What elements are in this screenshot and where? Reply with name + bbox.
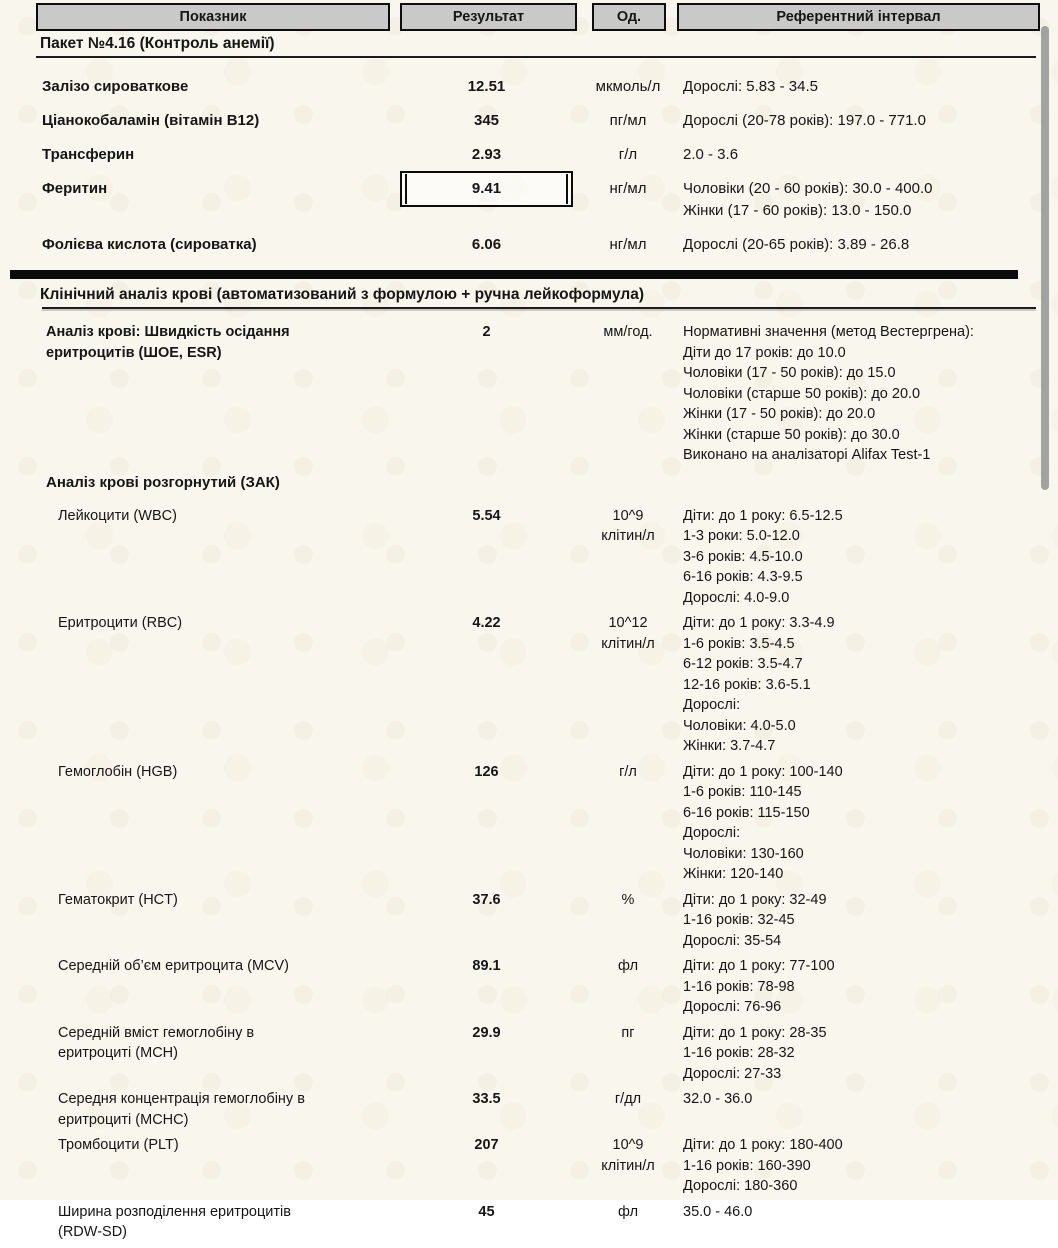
test-reference-line: 35.0 - 46.0 — [683, 1203, 753, 1220]
test-result-value: 12.51 — [467, 78, 506, 95]
test-name-line: Аналіз крові: Швидкість осідання — [46, 324, 290, 340]
test-reference-line: 3-6 років: 4.5-10.0 — [683, 548, 803, 565]
test-unit-line: г/л — [619, 763, 637, 780]
test-result-value: 207 — [474, 1137, 499, 1153]
test-name — [0, 234, 400, 256]
test-unit-line: пг/мл — [609, 112, 647, 129]
test-reference — [683, 890, 1058, 952]
test-result — [400, 762, 573, 783]
test-reference — [683, 234, 1058, 256]
test-name-line: Середній об’єм еритроцита (MCV) — [58, 958, 290, 974]
test-unit — [573, 234, 683, 256]
test-unit-line: % — [621, 891, 635, 908]
test-reference-line: Діти: до 1 року: 32-49 — [683, 891, 827, 908]
test-reference-line: 1-16 років: 32-45 — [683, 912, 795, 928]
test-reference-line: Чоловіки (20 - 60 років): 30.0 - 400.0 — [683, 180, 933, 197]
test-result — [400, 110, 573, 132]
column-header-reference: Референтний інтервал — [677, 3, 1040, 31]
test-name — [0, 322, 400, 363]
test-name — [0, 762, 400, 783]
test-unit-line: г/л — [618, 146, 638, 163]
test-result — [400, 234, 573, 256]
test-reference-line: 6-16 років: 4.3-9.5 — [683, 569, 803, 585]
test-reference — [683, 506, 1058, 609]
lab-row — [0, 76, 1058, 98]
test-reference-line: Дорослі: 180-360 — [683, 1178, 798, 1194]
test-reference-line: Чоловіки (17 - 50 років): до 15.0 — [683, 365, 896, 381]
section-title-cbc: Клінічний аналіз крові (автоматизований з формулою + ручна лейкоформула) — [40, 286, 644, 303]
test-reference-line: Дорослі (20-78 років): 197.0 - 771.0 — [683, 112, 926, 129]
test-reference-line: Чоловіки: 4.0-5.0 — [683, 717, 796, 734]
cbc-detail-rows — [0, 506, 1058, 1243]
test-unit — [573, 506, 683, 547]
test-result-value: 37.6 — [472, 891, 501, 908]
test-unit — [573, 1023, 683, 1044]
test-unit-line: нг/мл — [609, 180, 647, 197]
test-reference-line: Діти: до 1 року: 6.5-12.5 — [683, 507, 843, 524]
test-result — [400, 178, 573, 207]
test-name-line: Ціанокобаламін (вітамін B12) — [42, 112, 260, 129]
test-reference-line: Чоловіки (старше 50 років): до 20.0 — [683, 385, 921, 402]
test-reference-line: Дорослі: 27-33 — [683, 1065, 782, 1082]
test-unit-line: пг — [621, 1024, 635, 1041]
test-name-line: Еритроцити (RBC) — [58, 615, 183, 631]
test-unit-line: г/дл — [614, 1091, 642, 1107]
test-reference-line: Жінки (17 - 50 років): до 20.0 — [683, 406, 876, 422]
test-name-line: Феритин — [42, 180, 108, 197]
test-result-value: 4.22 — [472, 615, 501, 631]
test-unit — [573, 890, 683, 911]
lab-row — [0, 144, 1058, 166]
test-reference-line: Діти: до 1 року: 100-140 — [683, 763, 843, 780]
test-reference-line: Дорослі: 76-96 — [683, 999, 782, 1015]
lab-row — [0, 613, 1058, 757]
lab-row — [0, 956, 1058, 1018]
test-reference-line: Дорослі: 35-54 — [683, 932, 782, 949]
test-name — [0, 144, 400, 166]
test-reference-line: 1-6 років: 110-145 — [683, 784, 802, 800]
scrollbar-thumb[interactable] — [1041, 26, 1049, 490]
test-reference-line: Жінки: 120-140 — [683, 866, 784, 882]
test-result — [400, 1023, 573, 1044]
test-unit — [573, 1089, 683, 1110]
test-name — [0, 1135, 400, 1156]
section-divider-bar — [10, 270, 1018, 279]
test-reference — [683, 76, 1058, 98]
section-rule-cbc — [42, 307, 1036, 309]
test-reference-line: Діти до 17 років: до 10.0 — [683, 344, 846, 361]
lab-row — [0, 1135, 1058, 1197]
test-result — [400, 890, 573, 911]
test-reference — [683, 1089, 1058, 1110]
test-name-line: Трансферин — [42, 146, 135, 163]
test-reference-line: Дорослі: — [683, 825, 741, 841]
flagged-result-box: 9.41 — [400, 171, 573, 207]
test-result-value: 5.54 — [472, 507, 501, 524]
test-unit — [573, 613, 683, 654]
test-unit-line: нг/мл — [609, 236, 647, 253]
test-name-line: Залізо сироваткове — [42, 78, 189, 95]
test-reference-line: 1-3 роки: 5.0-12.0 — [683, 528, 800, 544]
test-reference — [683, 613, 1058, 757]
test-name-line: Лейкоцити (WBC) — [58, 507, 177, 524]
test-name — [0, 178, 400, 200]
test-result-value: 345 — [473, 112, 500, 129]
test-reference-line: 6-16 років: 115-150 — [683, 804, 810, 821]
table-header — [0, 3, 1058, 31]
test-name-line: Середня концентрація гемоглобіну в — [58, 1091, 305, 1107]
test-unit — [573, 1202, 683, 1223]
test-reference-line: 1-16 років: 78-98 — [683, 978, 795, 995]
test-reference — [683, 1202, 1058, 1223]
test-unit — [573, 76, 683, 98]
test-result — [400, 144, 573, 166]
lab-row — [0, 506, 1058, 609]
test-name — [0, 1202, 400, 1243]
test-reference-line: 6-12 років: 3.5-4.7 — [683, 656, 803, 672]
test-unit-line: 10^12 — [608, 615, 648, 631]
test-unit-line: клітин/л — [601, 528, 655, 544]
test-name — [0, 76, 400, 98]
test-reference-line: Діти: до 1 року: 28-35 — [683, 1024, 827, 1041]
test-reference — [683, 1135, 1058, 1197]
test-reference-line: Дорослі: — [683, 697, 741, 713]
test-name — [0, 956, 400, 977]
report-body — [0, 31, 1058, 1248]
test-reference — [683, 110, 1058, 132]
test-reference-line: Жінки (старше 50 років): до 30.0 — [683, 426, 900, 443]
test-result — [400, 1089, 573, 1110]
test-result — [400, 613, 573, 634]
test-name-line: Гематокрит (HCT) — [58, 891, 178, 908]
test-result — [400, 1135, 573, 1156]
test-unit-line: клітин/л — [601, 635, 655, 652]
test-unit — [573, 322, 683, 343]
test-unit-line: 10^9 — [612, 1137, 644, 1153]
test-result-value: 2.93 — [471, 146, 502, 163]
test-unit — [573, 178, 683, 200]
test-result-value: 45 — [478, 1203, 495, 1220]
test-unit — [573, 762, 683, 783]
test-name — [0, 506, 400, 527]
lab-row — [0, 1023, 1058, 1085]
section-title-package: Пакет №4.16 (Контроль анемії) — [40, 35, 275, 52]
subsection-title-zak: Аналіз крові розгорнутий (ЗАК) — [46, 473, 280, 491]
column-header-unit: Од. — [592, 3, 666, 31]
test-reference-line: 32.0 - 36.0 — [683, 1091, 753, 1107]
test-reference — [683, 144, 1058, 166]
test-reference-line: Чоловіки: 130-160 — [683, 845, 804, 862]
test-name — [0, 613, 400, 634]
test-name — [0, 1023, 400, 1064]
test-result — [400, 506, 573, 527]
lab-row — [0, 1202, 1058, 1243]
test-unit-line: мм/год. — [603, 324, 653, 340]
test-result-value: 29.9 — [472, 1024, 501, 1041]
test-reference — [683, 956, 1058, 1018]
test-unit-line: фл — [617, 1203, 639, 1220]
lab-row — [0, 890, 1058, 952]
test-result-value: 6.06 — [471, 236, 502, 253]
lab-row — [0, 322, 1058, 466]
test-result-value: 126 — [474, 763, 499, 780]
test-reference — [683, 1023, 1058, 1085]
test-unit — [573, 144, 683, 166]
column-header-indicator: Показник — [36, 3, 390, 31]
test-result-value: 2 — [482, 324, 491, 340]
package-rows — [0, 76, 1058, 256]
test-reference-line: Діти: до 1 року: 180-400 — [683, 1137, 843, 1153]
test-reference — [683, 178, 1058, 222]
test-reference-line: Діти: до 1 року: 3.3-4.9 — [683, 615, 835, 631]
test-reference-line: Нормативні значення (метод Вестергрена): — [683, 324, 974, 340]
test-name — [0, 890, 400, 911]
test-reference-line: Виконано на аналізаторі Alifax Test-1 — [683, 447, 931, 463]
test-unit-line: 10^9 — [612, 507, 644, 524]
test-name-line: Фолієва кислота (сироватка) — [42, 236, 257, 253]
test-name-line: Гемоглобін (HGB) — [58, 763, 178, 780]
test-result-value: 33.5 — [472, 1091, 501, 1107]
test-reference-line: Дорослі (20-65 років): 3.89 - 26.8 — [683, 236, 910, 253]
test-reference-line: Дорослі: 5.83 - 34.5 — [683, 78, 818, 95]
lab-row — [0, 234, 1058, 256]
test-unit — [573, 1135, 683, 1176]
test-result — [400, 322, 573, 343]
test-unit-line: фл — [617, 958, 639, 974]
lab-row — [0, 1089, 1058, 1130]
cbc-main-rows — [0, 322, 1058, 466]
test-name — [0, 1089, 400, 1130]
test-name-line: еритроцитів (ШОЕ, ESR) — [46, 344, 222, 361]
test-reference-line: Жінки (17 - 60 років): 13.0 - 150.0 — [683, 202, 912, 219]
test-reference — [683, 762, 1058, 885]
test-name-line: (RDW-SD) — [58, 1224, 127, 1240]
lab-row — [0, 178, 1058, 222]
section-rule-package — [36, 56, 1036, 58]
lab-row — [0, 762, 1058, 885]
test-name-line: еритроциті (MCH) — [58, 1045, 178, 1061]
test-reference-line: 1-16 років: 28-32 — [683, 1045, 795, 1061]
test-unit — [573, 110, 683, 132]
test-reference-line: 1-16 років: 160-390 — [683, 1157, 811, 1174]
test-reference-line: Дорослі: 4.0-9.0 — [683, 589, 790, 606]
test-name-line: Ширина розподілення еритроцитів — [58, 1203, 291, 1220]
test-unit-line: мкмоль/л — [595, 78, 661, 95]
test-name-line: Середній вміст гемоглобіну в — [58, 1024, 255, 1041]
column-header-result: Результат — [400, 3, 577, 31]
test-reference — [683, 322, 1058, 466]
test-result-value: 89.1 — [472, 958, 501, 974]
test-reference-line: Діти: до 1 року: 77-100 — [683, 958, 835, 974]
lab-row — [0, 110, 1058, 132]
test-name — [0, 110, 400, 132]
test-reference-line: 12-16 років: 3.6-5.1 — [683, 676, 811, 693]
test-result — [400, 956, 573, 977]
test-name-line: еритроциті (MCHC) — [58, 1111, 189, 1128]
test-reference-line: Жінки: 3.7-4.7 — [683, 738, 776, 754]
test-unit — [573, 956, 683, 977]
test-unit-line: клітин/л — [601, 1157, 655, 1174]
test-result — [400, 1202, 573, 1223]
test-name-line: Тромбоцити (PLT) — [58, 1137, 179, 1153]
test-reference-line: 2.0 - 3.6 — [683, 146, 739, 163]
test-reference-line: 1-6 років: 3.5-4.5 — [683, 635, 795, 652]
test-result — [400, 76, 573, 98]
